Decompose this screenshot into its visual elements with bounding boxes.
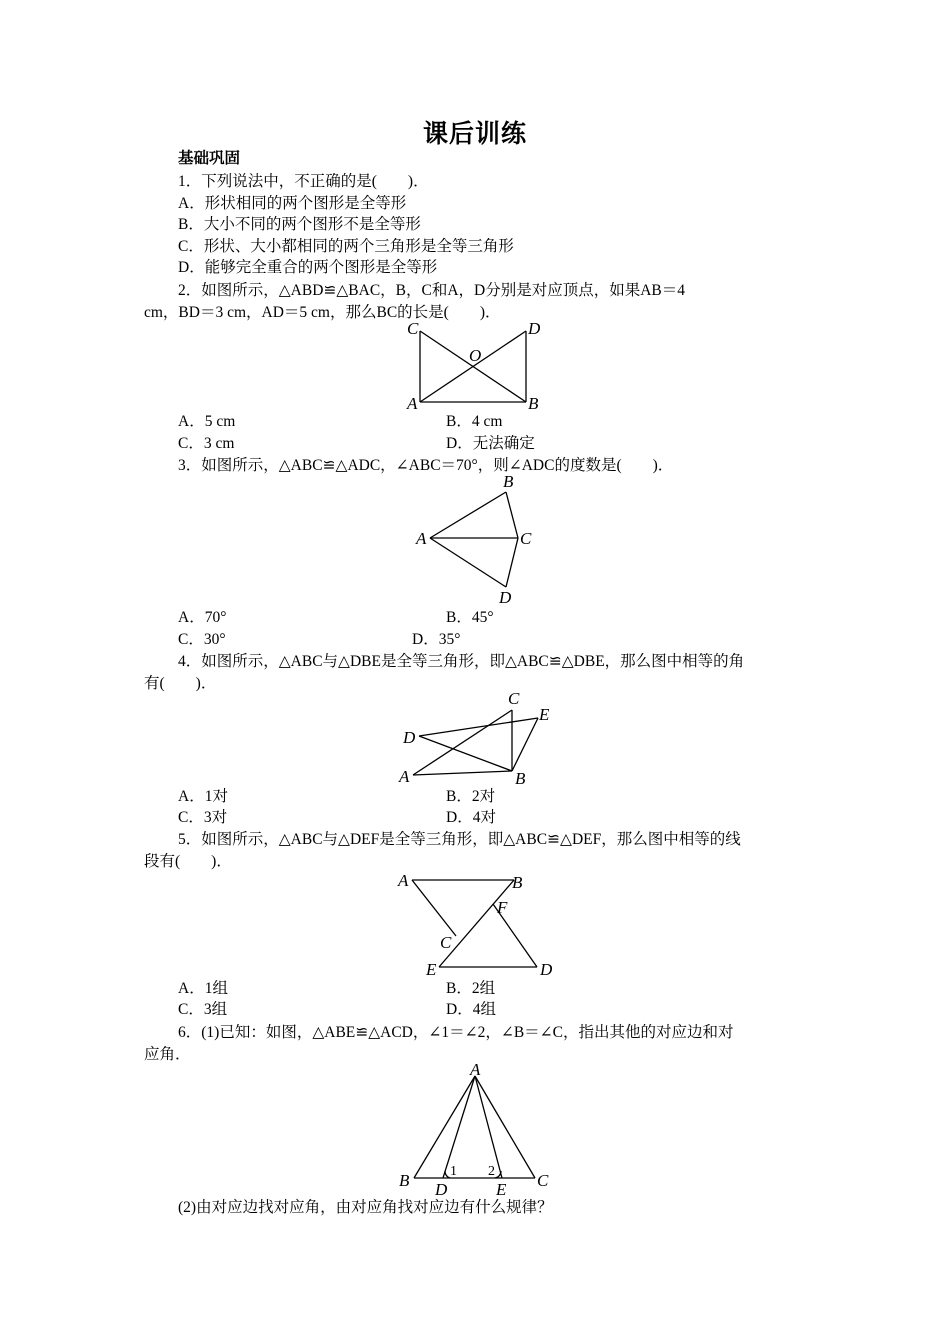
q4-segment-de bbox=[419, 718, 538, 736]
q6-label-d: D bbox=[435, 1180, 448, 1198]
q5-option-b: B．2组 bbox=[446, 980, 496, 997]
q3-option-a: A．70° bbox=[178, 609, 227, 626]
q1-option-b: B．大小不同的两个图形不是全等形 bbox=[178, 216, 421, 233]
q3-label-d: D bbox=[499, 588, 512, 607]
q3-option-d: D．35° bbox=[412, 631, 461, 648]
q6-figure bbox=[390, 1058, 565, 1198]
q3-label-a: A bbox=[416, 529, 427, 548]
q2-option-d: D．无法确定 bbox=[446, 435, 535, 452]
q3-figure bbox=[408, 470, 548, 610]
q6-stem-line1: 6．(1)已知：如图，△ABE≌△ACD，∠1＝∠2，∠B＝∠C，指出其他的对应边和对 bbox=[178, 1024, 734, 1041]
q4-label-c: C bbox=[508, 689, 520, 708]
q3-label-b: B bbox=[503, 472, 514, 491]
q5-figure bbox=[392, 866, 562, 978]
section-heading: 基础巩固 bbox=[178, 150, 241, 167]
q4-label-b: B bbox=[515, 769, 526, 788]
q4-label-d: D bbox=[403, 728, 416, 747]
q3-option-b: B．45° bbox=[446, 609, 494, 626]
q6-label-a: A bbox=[470, 1060, 481, 1079]
q5-label-a: A bbox=[398, 871, 409, 890]
q6-segment-ad bbox=[443, 1076, 475, 1178]
q2-label-b: B bbox=[528, 394, 539, 413]
page-title: 课后训练 bbox=[422, 121, 527, 148]
q5-option-d: D．4组 bbox=[446, 1001, 496, 1018]
q2-option-a: A．5 cm bbox=[178, 413, 236, 430]
q2-label-d: D bbox=[528, 319, 541, 338]
q4-label-e: E bbox=[539, 705, 550, 724]
q5-label-d: D bbox=[540, 960, 553, 978]
q4-option-b: B．2对 bbox=[446, 788, 496, 805]
q3-label-c: C bbox=[520, 529, 532, 548]
q3-segment-bc bbox=[506, 492, 518, 538]
q2-option-c: C．3 cm bbox=[178, 435, 235, 452]
q4-option-a: A．1对 bbox=[178, 788, 228, 805]
q1-option-d: D．能够完全重合的两个图形是全等形 bbox=[178, 259, 438, 276]
q6-angle-1-label: 1 bbox=[450, 1164, 457, 1179]
q2-label-c: C bbox=[407, 319, 419, 338]
q1-option-c: C．形状、大小都相同的两个三角形是全等三角形 bbox=[178, 238, 514, 255]
q3-segment-dc bbox=[506, 538, 518, 587]
q2-option-b: B．4 cm bbox=[446, 413, 503, 430]
q6-label-c: C bbox=[537, 1171, 549, 1190]
q6-segment-ac bbox=[475, 1076, 535, 1178]
q6-stem-line2: 应角． bbox=[144, 1046, 191, 1063]
q6-label-e: E bbox=[496, 1180, 507, 1198]
q3-option-c: C．30° bbox=[178, 631, 226, 648]
q2-figure bbox=[395, 318, 555, 414]
q2-stem-line1: 2．如图所示，△ABD≌△BAC，B，C和A，D分别是对应顶点，如果AB＝4 bbox=[178, 282, 686, 299]
q6-angle-2-label: 2 bbox=[488, 1164, 495, 1179]
q5-stem-line2: 段有( )． bbox=[144, 853, 232, 870]
q5-segment-ac bbox=[412, 880, 456, 936]
q4-option-d: D．4对 bbox=[446, 809, 496, 826]
q4-segment-eb bbox=[512, 718, 538, 771]
q6-label-b: B bbox=[399, 1171, 410, 1190]
q6-segment-ab bbox=[414, 1076, 475, 1178]
q6-part2: (2)由对应边找对应角，由对应角找对应边有什么规律？ bbox=[178, 1199, 553, 1216]
q4-option-c: C．3对 bbox=[178, 809, 228, 826]
q6-segment-ae bbox=[475, 1076, 502, 1178]
q5-label-f: F bbox=[497, 898, 508, 917]
q5-option-c: C．3组 bbox=[178, 1001, 228, 1018]
q3-stem: 3．如图所示，△ABC≌△ADC，∠ABC＝70°，则∠ADC的度数是( )． bbox=[178, 457, 674, 474]
q5-label-b: B bbox=[512, 873, 523, 892]
q3-segment-ab bbox=[430, 492, 506, 538]
q5-label-e: E bbox=[426, 960, 437, 978]
q4-stem-line1: 4．如图所示，△ABC与△DBE是全等三角形，即△ABC≌△DBE，那么图中相等的角 bbox=[178, 653, 745, 670]
q1-option-a: A．形状相同的两个图形是全等形 bbox=[178, 195, 407, 212]
q4-label-a: A bbox=[399, 767, 410, 786]
q2-label-a: A bbox=[407, 394, 418, 413]
q2-stem-line2: cm，BD＝3 cm，AD＝5 cm，那么BC的长是( )． bbox=[144, 304, 501, 321]
q5-segment-be bbox=[439, 880, 514, 967]
q2-label-o: O bbox=[469, 346, 482, 365]
q4-figure bbox=[395, 688, 565, 788]
q5-stem-line1: 5．如图所示，△ABC与△DEF是全等三角形，即△ABC≌△DEF，那么图中相等的线 bbox=[178, 831, 741, 848]
q5-option-a: A．1组 bbox=[178, 980, 228, 997]
q3-segment-ad bbox=[430, 538, 506, 587]
q4-segment-ab bbox=[413, 771, 512, 775]
q1-stem: 1．下列说法中，不正确的是( )． bbox=[178, 173, 429, 190]
q4-stem-line2: 有( )． bbox=[144, 675, 217, 692]
q5-label-c: C bbox=[440, 933, 452, 952]
